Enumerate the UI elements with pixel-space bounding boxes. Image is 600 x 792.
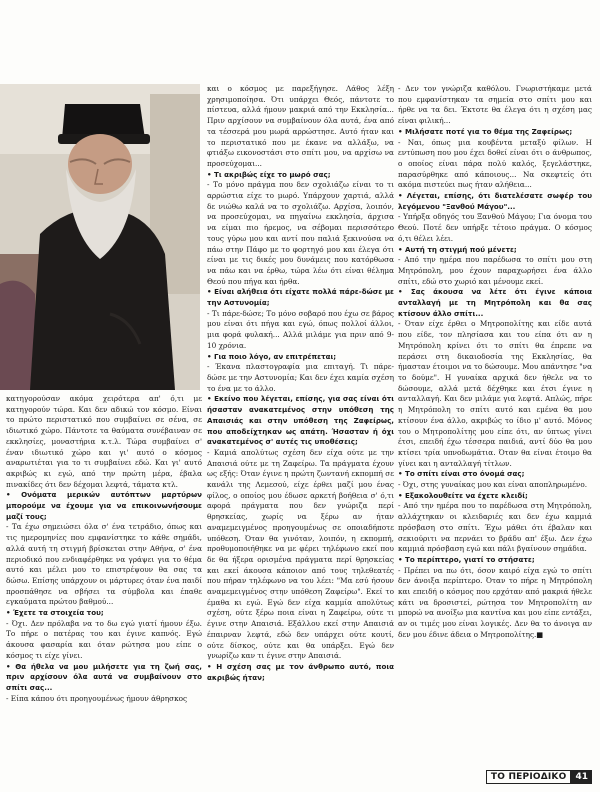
column-2 (207, 84, 394, 683)
interview-answer: - Τι πάρε-δώσε; Το μόνο σοβαρό που έχω σε βάρος μου είναι ότι πήγα και εγώ, όπως πολλοί άλλοι, μια φορά φυλακή... Αλλά μιλάμε για πριν από 9-10 χρόνια. (207, 308, 394, 350)
monk-illustration (0, 84, 200, 390)
interview-question: • Μιλήσατε ποτέ για το θέμα της Ζαφείρως; (398, 126, 573, 136)
interview-question: • Το περίπτερο, γιατί το στήσατε; (398, 554, 535, 564)
interview-answer: - Είπα κάπου ότι προηγουμένως ήμουν άθρησκος (6, 693, 188, 703)
interview-answer: - Έκανα πλαστογραφία μια επιταγή. Τι πάρε-δώσε με την Αστυνομία; Και δεν έχει καμία σχέση το ένα με το άλλο. (207, 362, 394, 393)
interview-answer: κατηγορούσαν ακόμα χειρότερα απ' ό,τι με κατηγορούν τώρα. Και δεν αδικώ τον κόσμο. Είναι το πρώτο περιστατικό που συμβαίνει σε σένα, σε ιδιωτικό χώρο. Πάντοτε τα θαύματα συνέβαιναν σε εκκλησίες, μοναστήρια κ.τ.λ. Τώρα συμβαίνει σ' έναν ιδιωτικό χώρο και γι' αυτό ο κόσμος αναρωτιέται για το τι συμβαίνει εδώ. Και γι' αυτό ακριβώς κι εγώ, από την πρώτη μέρα, έβαλα πινακίδες ότι δεν δέχομαι λεφτά, τάματα κτλ. (6, 394, 202, 489)
interview-answer: - Όχι, στης γυναίκας μου και είναι αποπληρωμένο. (398, 480, 588, 490)
interview-question: • Έχετε τα στοιχεία του; (6, 608, 104, 618)
interview-question: • Το σπίτι είναι στο όνομά σας; (398, 469, 525, 479)
interview-question: • Θα ήθελα να μου μιλήσετε για τη ζωή σας, πριν αρχίσουν όλα αυτά να συμβαίνουν στο σπίτι σας... (6, 661, 202, 692)
interview-answer: - Από την ημέρα που παρέδωσα το σπίτι μου στη Μητρόπολη, μου έχουν παραχωρήσει ένα άλλο σπίτι, εδώ στο χωριό και μένουμε εκεί. (398, 255, 592, 286)
page-footer (486, 770, 592, 784)
interview-question: • Για ποιο λόγο, αν επιτρέπεται; (207, 351, 337, 361)
interview-question: • Εκείνο που λέγεται, επίσης, για σας είναι ότι ήσασταν ανακατεμένος στην υπόθεση της Απαισιάς και στην υπόθεση της Ζαφείρως, που αποδείχτηκαν ως απάτη. Ήσασταν ή όχι ανακατεμένος σ' αυτές τις υποθέσεις; (207, 394, 394, 447)
interview-question: • Λέγεται, επίσης, ότι διατελέσατε σωφέρ του λεγόμενου "Ξανθού Μάγου"... (398, 191, 592, 211)
interview-question: • Η σχέση σας με τον άνθρωπο αυτό, ποια ακριβώς ήταν; (207, 661, 394, 682)
interview-answer: και ο κόσμος με παρεξήγησε. Λάθος λέξη χρησιμοποίησα. Ότι υπάρχει Θεός, πάντοτε το πίστευα, αλλά ήμουν μακριά από την Εκκλησία... Πριν αρχίσουν να συμβαίνουν όλα αυτά, ένα από τα τέσσερά μου μωρά αρρώστησε. Αυτό ήταν και το περιστατικό που με έκανε να αλλάξω, να φτιάξω εικονοστάσι στο σπίτι μου, να αρχίσω να προσεύχομαι... (207, 84, 394, 168)
interview-answer: - Τα έχω σημειώσει όλα σ' ένα τετράδιο, όπως και τις ημερομηνίες που εμφανίστηκε το κάθε σημάδι, αλλά αυτή τη στιγμή βρίσκεται στην Αθήνα, σ' ένα περιοδικό που ενδιαφέρθηκε να γράψει για το θέμα αυτό και μέλει μου το επιστρέψουν θα σας τα δώσω. Επίσης υπάρχουν οι μάρτυρες όταν ένα παιδί προσπάθησε να σβήσει τα σύμβολα και έπαθε εγκαύματα πρώτου βαθμού... (6, 522, 202, 607)
interview-answer: - Υπήρξα οδηγός του Ξανθού Μάγου; Για όνομα του Θεού. Ποτέ δεν υπήρξε τέτοιο πράγμα. Ο κόσμος ό,τι θέλει λέει. (398, 212, 592, 243)
interview-answer: - Πρέπει να πω ότι, όσον καιρό είχα εγώ το σπίτι δεν άνοιξα περίπτερο. Όταν το πήρε η Μητρόπολη και επειδή ο κόσμος που ερχόταν από μακριά ήθελε κάτι να δροσιστεί, ρώτησα τον Μητροπολίτη αν μπορώ να ανοίξω μια καντίνα και μου είπε εντάξει, αν οι τιμές μου είναι λογικές. Δεν θα το άνοιγα αν δεν μου έδινε άδεια ο Μητροπολίτης.■ (398, 565, 592, 639)
interview-question: • Είναι αλήθεια ότι είχατε πολλά πάρε-δώσε με την Αστυνομία; (207, 287, 394, 308)
column-3 (398, 84, 592, 641)
interview-answer: - Όχι. Δεν πρόλαβα να το δω εγώ γιατί ήμουν έξω. Το πήρε ο πατέρας του και έγινε καπνός. Εγώ άκουσα φασαρία και όταν ρώτησα μου είπε ο κόσμος τι είχε γίνει. (6, 618, 202, 660)
interview-answer: - Καμιά απολύτως σχέση δεν είχα ούτε με την Απαισιά ούτε με τη Ζαφείρω. Τα πράγματα έχουν ως εξής: Όταν έγινε η πρώτη ζωντανή εκπομπή σε κανάλι της Λεμεσού, είχε έρθει μαζί μου ένας φίλος, ο οποίος μου έδωσε αρκετή βοήθεια σ' ό,τι αφορά πράγματα που δεν γνώριζα περί θρησκείας, χωρίς να ξέρω αν ήταν αναμεμειγμένος προηγουμένως σε οποιαδήποτε υπόθεση. Όταν θα γινόταν, λοιπόν, η εκπομπή, προθυμοποιήθηκε να με φέρει τηλέφωνο εκεί που δε θα ήξερα ορισμένα πράγματα περί θρησκείας και εκεί άκουσα κάποιον από τους τηλεθεατές που πήραν τηλέφωνο να του λέει: "Μα εσύ ήσουν αναμεμειγμένος στην υπόθεση Ζαφείρω". Εκεί το έμαθα κι εγώ. Εγώ δεν είχα καμμία απολύτως σχέση, ούτε ξέρω ποια είναι η Ζαφείρω, ούτε τι έγινε στην Απαισιά. Εξάλλου εκεί στην Απαισιά έπαιρναν λεφτά, εδώ δεν υπάρχει ούτε κουτί, ούτε δίσκος, ούτε και θα υπάρξει. Εγώ δεν γνωρίζω καν τι έγινε στην Απαισιά. (207, 447, 394, 661)
interview-question: • Αυτή τη στιγμή πού μένετε; (398, 244, 517, 254)
interview-answer: - Ναι, όπως μια κουβέντα μεταξύ φίλων. Η εντύπωση που μου έχει δοθεί είναι ότι ο άνθρωπος, ο οποίος είναι πάρα πολύ καλός, ξεγελάστηκε, παρασύρθηκε από κάποιους... Να σκεφτείς ότι ακόμα πιστεύει πως ήταν αλήθεια... (398, 137, 592, 190)
interview-question: • Ονόματα μερικών αυτόπτων μαρτύρων μπορούμε να έχουμε για να επικοινωνήσουμε μαζί τους; (6, 490, 202, 521)
magazine-name: ΤΟ ΠΕΡΙΟΔΙΚΟ (486, 770, 572, 784)
interview-question: • Σας άκουσα να λέτε ότι έγινε κάποια ανταλλαγή με τη Μητρόπολη και θα σας κτίσουν άλλο σπίτι... (398, 287, 592, 318)
interview-answer: - Το μόνο πράγμα που δεν σχολιάζω είναι το τι αρρώστια είχε το μωρό. Υπάρχουν χαρτιά, αλλά δε νιώθω καλά να το σχολιάζω. Αρχίσα, λοιπόν, να προσεύχομαι, να πηγαίνω εκκλησία, άρχισα να είμαι πιο ήρεμος, να σέβομαι περισσότερο τους γύρω μου και αντί που παλιά ξεκινούσα να πάω στην Πάφο με το φορτηγό μου και έλεγα ότι είναι με τις δικές μου δυνάμεις που κατόρθωσα να πάω και να έρθω, τώρα λέω ότι είναι θέλημα Θεού που πήγα και ήρθα. (207, 180, 394, 286)
interview-answer: - Δεν τον γνώριζα καθόλου. Γνωριστήκαμε μετά που εμφανίστηκαν τα σημεία στο σπίτι μου και ήρθε να τα δει. Έκτοτε θα έλεγα ότι η σχέση μας είναι φιλική... (398, 84, 592, 126)
interview-question: • Τι ακριβώς είχε το μωρό σας; (207, 169, 331, 179)
interview-answer: - Όταν είχε έρθει ο Μητροπολίτης και είδε αυτά που είδε, τον πλησίασα και του είπα ότι αν η Μητρόπολη κρίνει ότι το σπίτι θα έπρεπε να περάσει στη δικαιοδοσία της Εκκλησίας, θα ήμασταν έτοιμοι να το δώσουμε. Μου απάντησε "να το δούμε". Η γυναίκα αρχικά δεν ήθελε να το δώσουμε, αλλά μετά δέχθηκε και έτσι έγινε η ανταλλαγή. Και δεν μιλάμε για λεφτά. Απλώς, πήρε η Μητρόπολη το σπίτι αυτό και εμένα θα μου κτίσουν ένα άλλο, ακριβώς το ίδιο μ' αυτό. Μόνος του ο Μητροπολίτης μου είπε ότι, αν ύπτως γίνει έτσι, επειδή έχω τέσσερα παιδιά, αντί δύο θα μου κτίσει τρία υπνοδωμάτια. Όταν θα είναι έτοιμο θα γίνει και η ανταλλαγή τίτλων. (398, 319, 592, 468)
monk-photo (0, 84, 200, 390)
column-1 (6, 394, 202, 704)
interview-answer: - Από την ημέρα που το παρέδωσα στη Μητρόπολη, αλλάχτηκαν οι κλειδαριές και δεν έχω καμμιά πρόσβαση στο σπίτι. Έχω μάθει ότι έβαλαν και σεκιούριτι να περνάει το βράδυ απ' έξω. Δεν έχω καμμιά πρόσβαση εγώ και πάλι βγαίνουν σημάδια. (398, 501, 592, 554)
page-number: 41 (571, 770, 592, 784)
interview-question: • Εξακολουθείτε να έχετε κλειδί; (398, 490, 528, 500)
